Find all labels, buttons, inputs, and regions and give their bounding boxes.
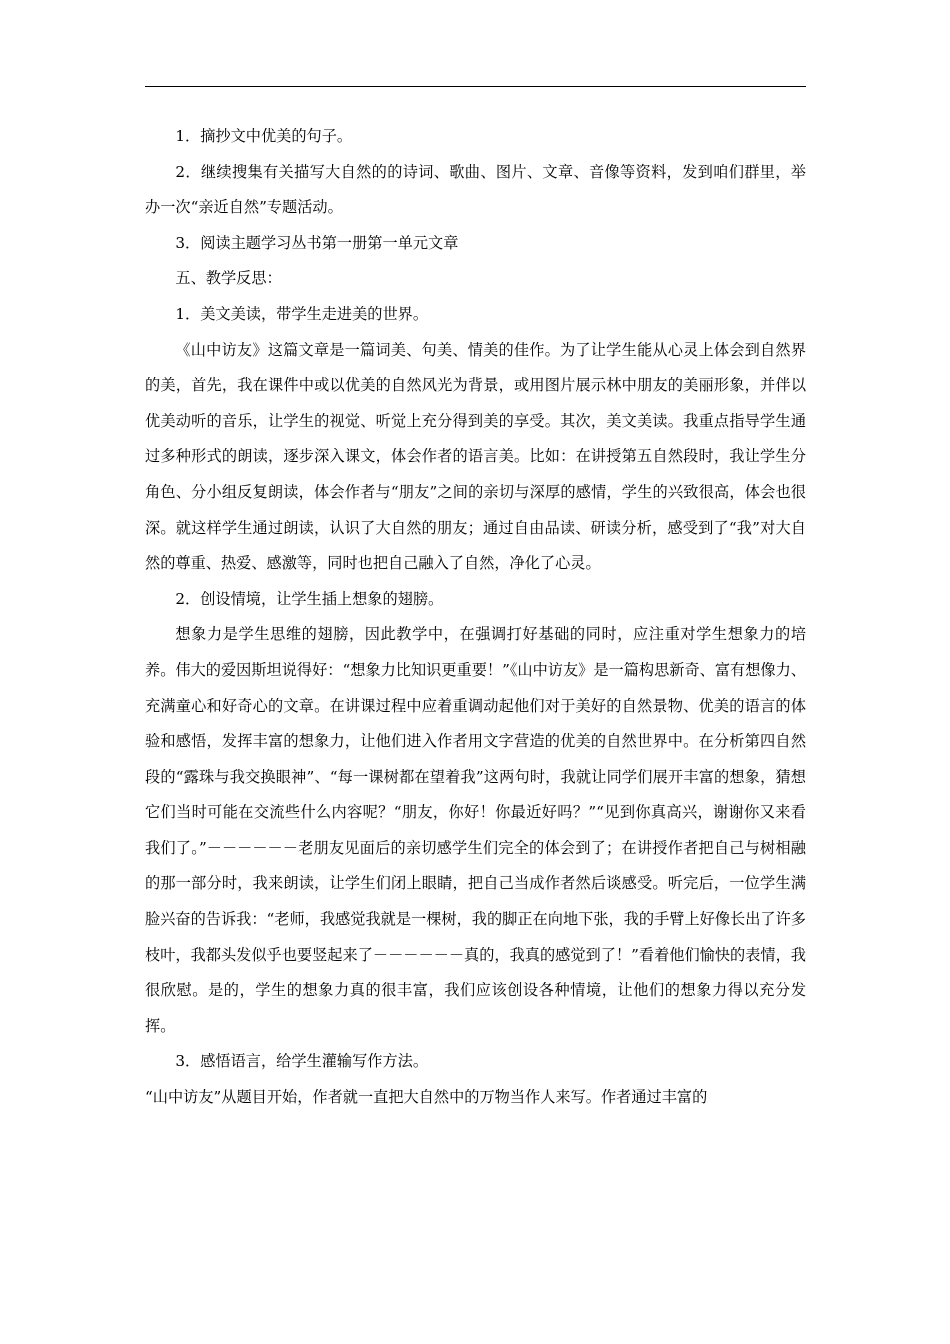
reflection-paragraph-3: “山中访友”从题目开始，作者就一直把大自然中的万物当作人来写。作者通过丰富的 [145, 1088, 708, 1107]
reflection-heading-1: 1．美文美读，带学生走进美的世界。 [175, 304, 429, 323]
section-heading: 五、教学反思： [175, 269, 282, 288]
reflection-paragraph-1: 《山中访友》这篇文章是一篇词美、句美、情美的佳作。为了让学生能从心灵上体会到自然界的美，首先，我在课件中或以优美的自然风光为背景，或用图片展示林中朋友的美丽形象，并伴以优美动听的音乐，让学生的视觉、听觉上充分得到美的享受。其次，美文美读。我重点指导学生通过多种形式的朗读，逐步深入课文，体会作者的语言美。比如：在讲授第五自然段时，我让学生分角色、分小组反复朗读，体会作者与“朋友”之间的亲切与深厚的感情，学生的兴致很高，体会也很深。就这样学生通过朗读，认识了大自然的朋友；通过自由品读、研读分析，感受到了“我”对大自然的尊重、热爱、感激等，同时也把自己融入了自然，净化了心灵。 [145, 340, 806, 573]
reflection-heading-3: 3．感悟语言，给学生灌输写作方法。 [175, 1052, 429, 1071]
reflection-paragraph-2: 想象力是学生思维的翅膀，因此教学中，在强调打好基础的同时，应注重对学生想象力的培养。伟大的爱因斯坦说得好：“想象力比知识更重要！”《山中访友》是一篇构思新奇、富有想像力、充满童心和好奇心的文章。在讲课过程中应着重调动起他们对于美好的自然景物、优美的语言的体验和感悟，发挥丰富的想象力，让他们进入作者用文字营造的优美的自然世界中。在分析第四自然段的“露珠与我交换眼神”、“每一课树都在望着我”这两句时，我就让同学们展开丰富的想象，猜想它们当时可能在交流些什么内容呢？“朋友，你好！你最近好吗？”“见到你真高兴，谢谢你又来看我们了。”－－－－－－老朋友见面后的亲切感学生们完全的体会到了；在讲授作者把自己与树相融的那一部分时，我来朗读，让学生们闭上眼睛，把自己当成作者然后谈感受。听完后，一位学生满脸兴奋的告诉我：“老师，我感觉我就是一棵树，我的脚正在向地下张，我的手臂上好像长出了许多枝叶，我都头发似乎也要竖起来了－－－－－－真的，我真的感觉到了！”看着他们愉快的表情，我很欣慰。是的，学生的想象力真的很丰富，我们应该创设各种情境，让他们的想象力得以充分发挥。 [145, 625, 806, 1035]
homework-item-2: 2．继续搜集有关描写大自然的的诗词、歌曲、图片、文章、音像等资料，发到咱们群里，举办一次“亲近自然”专题活动。 [145, 162, 806, 217]
reflection-heading-2: 2．创设情境，让学生插上想象的翅膀。 [175, 589, 444, 608]
header-rule [145, 86, 806, 87]
homework-item-3: 3．阅读主题学习丛书第一册第一单元文章 [175, 233, 459, 252]
document-body [145, 119, 806, 1116]
homework-item-1: 1．摘抄文中优美的句子。 [175, 127, 353, 145]
